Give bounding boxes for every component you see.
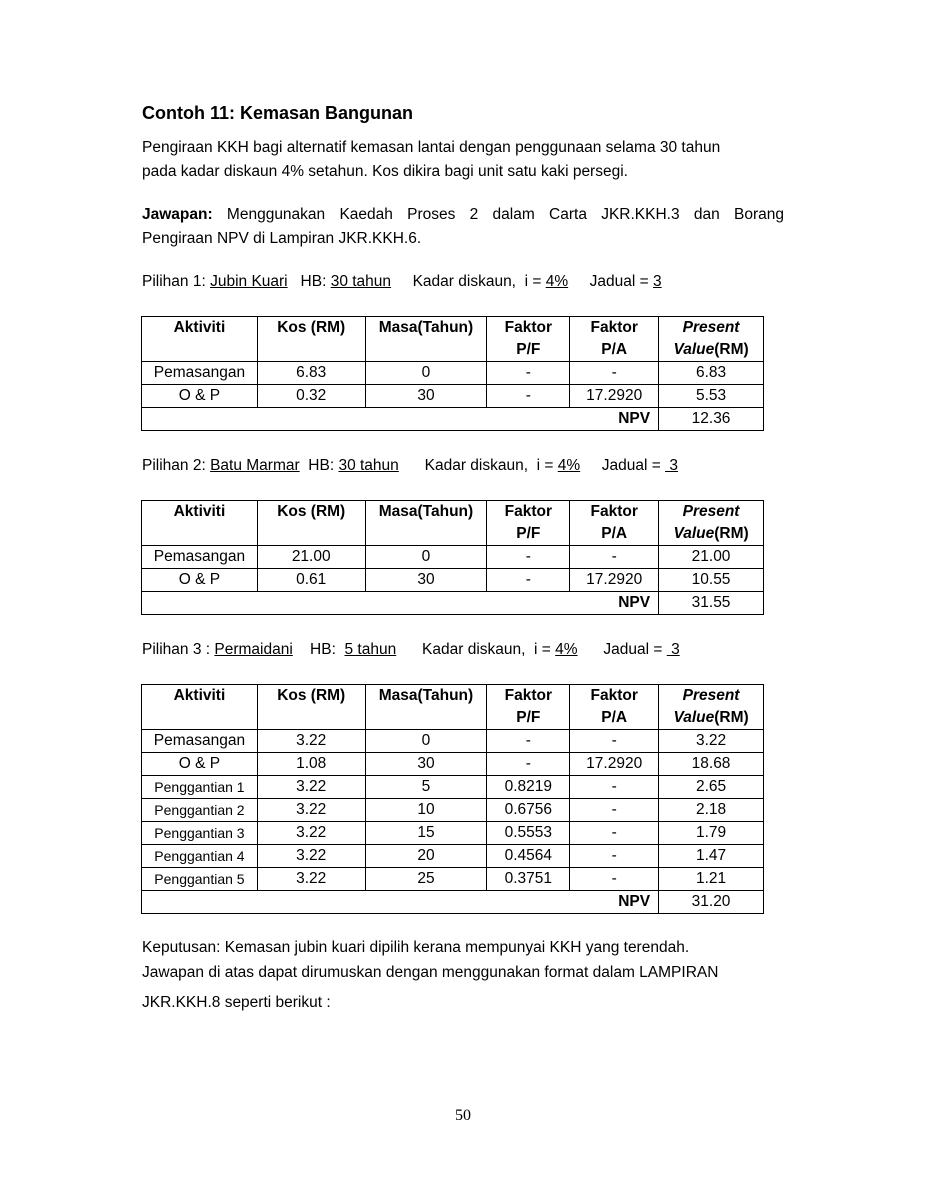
header-faktor-pf: Faktor P/F [487,317,570,362]
option-2-table [141,500,764,615]
header-masa: Masa(Tahun) [365,685,487,730]
option-1-rate-label: Kadar diskaun, i = [412,273,546,290]
cell-masa: 10 [365,799,487,822]
cell-pv: 2.18 [659,799,764,822]
table-row [142,845,764,868]
npv-value: 12.36 [659,408,764,431]
cell-pv: 6.83 [659,362,764,385]
option-2-jadual-label: Jadual = [601,457,666,474]
cell-kos: 0.32 [257,385,365,408]
cell-kos: 6.83 [257,362,365,385]
table-row [142,385,764,408]
header-kos: Kos (RM) [257,501,365,546]
option-1-name: Jubin Kuari [210,273,288,290]
table-row [142,868,764,891]
npv-value: 31.20 [659,891,764,914]
cell-masa: 30 [365,753,487,776]
conclusion-line-2: Jawapan di atas dapat dirumuskan dengan menggunakan format dalam LAMPIRAN [142,964,719,981]
table-row [142,822,764,845]
npv-row [142,891,764,914]
option-1-prefix: Pilihan 1: [142,273,211,290]
cell-masa: 30 [365,569,487,592]
option-3-name: Permaidani [214,641,293,658]
cell-pv: 3.22 [659,730,764,753]
cell-pv: 18.68 [659,753,764,776]
cell-aktiviti: Pemasangan [142,362,258,385]
header-masa: Masa(Tahun) [365,317,487,362]
cell-aktiviti: O & P [142,753,258,776]
option-1-hb-label: HB: [300,273,331,290]
cell-pf: 0.6756 [487,799,570,822]
header-masa: Masa(Tahun) [365,501,487,546]
option-3-header [142,641,680,659]
header-present-value: Present Value(RM) [659,317,764,362]
cell-kos: 3.22 [257,845,365,868]
option-2-header [142,457,678,475]
option-3-jadual: 3 [666,641,680,658]
cell-pf: 0.8219 [487,776,570,799]
section-title: Contoh 11: Kemasan Bangunan [142,103,414,123]
header-aktiviti: Aktiviti [142,685,258,730]
cell-pv: 1.79 [659,822,764,845]
cell-aktiviti: O & P [142,569,258,592]
option-2-rate-label: Kadar diskaun, i = [424,457,558,474]
option-2-rate: 4% [557,457,581,474]
cell-pa: - [570,799,659,822]
option-1-table [141,316,764,431]
cell-aktiviti: Pemasangan [142,730,258,753]
table-row [142,362,764,385]
header-faktor-pa: Faktor P/A [570,685,659,730]
cell-kos: 0.61 [257,569,365,592]
table-row [142,730,764,753]
header-faktor-pf: Faktor P/F [487,501,570,546]
option-3-table [141,684,764,914]
answer-paragraph [142,203,784,251]
cell-pv: 10.55 [659,569,764,592]
cell-masa: 20 [365,845,487,868]
cell-masa: 5 [365,776,487,799]
cell-pa: - [570,776,659,799]
option-3-prefix: Pilihan 3 : [142,641,215,658]
intro-line-1: Pengiraan KKH bagi alternatif kemasan lantai dengan penggunaan selama 30 tahun [142,139,721,156]
npv-value: 31.55 [659,592,764,615]
option-2-hb: 30 tahun [338,457,399,474]
cell-pf: 0.4564 [487,845,570,868]
option-3-rate-label: Kadar diskaun, i = [422,641,556,658]
option-2-name: Batu Marmar [210,457,300,474]
table-row [142,799,764,822]
option-3-jadual-label: Jadual = [603,641,667,658]
cell-pa: 17.2920 [570,385,659,408]
table-row [142,776,764,799]
cell-aktiviti: Penggantian 2 [142,799,258,822]
cell-pf: - [487,546,570,569]
cell-pf: - [487,569,570,592]
npv-row [142,408,764,431]
cell-pf: 0.3751 [487,868,570,891]
cell-kos: 3.22 [257,868,365,891]
header-present-value: Present Value(RM) [659,685,764,730]
header-faktor-pa: Faktor P/A [570,317,659,362]
cell-pa: - [570,868,659,891]
cell-pv: 2.65 [659,776,764,799]
cell-aktiviti: Penggantian 3 [142,822,258,845]
cell-pa: - [570,845,659,868]
npv-label: NPV [142,891,659,914]
cell-masa: 15 [365,822,487,845]
cell-masa: 30 [365,385,487,408]
option-3-hb-label: HB: [310,641,345,658]
cell-aktiviti: Penggantian 1 [142,776,258,799]
cell-kos: 21.00 [257,546,365,569]
cell-pa: - [570,822,659,845]
cell-aktiviti: Penggantian 4 [142,845,258,868]
option-2-prefix: Pilihan 2: [142,457,211,474]
header-faktor-pa: Faktor P/A [570,501,659,546]
table-header-row [142,501,764,546]
cell-pa: - [570,362,659,385]
option-1-rate: 4% [545,273,569,290]
cell-pf: - [487,385,570,408]
cell-kos: 3.22 [257,799,365,822]
cell-pf: - [487,753,570,776]
option-2-jadual: 3 [665,457,678,474]
conclusion-line-1: Keputusan: Kemasan jubin kuari dipilih kerana mempunyai KKH yang terendah. [142,939,690,956]
answer-line-2: Pengiraan NPV di Lampiran JKR.KKH.6. [142,230,422,247]
table-header-row [142,685,764,730]
cell-pa: - [570,546,659,569]
option-1-jadual: 3 [653,273,662,290]
header-aktiviti: Aktiviti [142,317,258,362]
table-row [142,546,764,569]
header-kos: Kos (RM) [257,685,365,730]
cell-masa: 0 [365,362,487,385]
answer-label: Jawapan: [142,206,213,223]
cell-masa: 0 [365,546,487,569]
conclusion-paragraph [142,935,802,1015]
header-kos: Kos (RM) [257,317,365,362]
option-3-rate: 4% [555,641,578,658]
cell-aktiviti: O & P [142,385,258,408]
cell-pf: - [487,362,570,385]
option-1-jadual-label: Jadual = [589,273,654,290]
cell-pv: 21.00 [659,546,764,569]
cell-masa: 0 [365,730,487,753]
table-row [142,753,764,776]
header-present-value: Present Value(RM) [659,501,764,546]
npv-label: NPV [142,408,659,431]
cell-pa: 17.2920 [570,569,659,592]
intro-line-2: pada kadar diskaun 4% setahun. Kos dikira bagi unit satu kaki persegi. [142,163,628,180]
header-faktor-pf: Faktor P/F [487,685,570,730]
cell-kos: 1.08 [257,753,365,776]
npv-row [142,592,764,615]
cell-kos: 3.22 [257,776,365,799]
answer-line-1 [142,203,784,227]
cell-pv: 5.53 [659,385,764,408]
option-2-hb-label: HB: [308,457,339,474]
cell-pv: 1.47 [659,845,764,868]
cell-aktiviti: Penggantian 5 [142,868,258,891]
cell-aktiviti: Pemasangan [142,546,258,569]
page-number: 50 [455,1107,471,1124]
option-3-hb: 5 tahun [344,641,397,658]
cell-kos: 3.22 [257,822,365,845]
table-header-row [142,317,764,362]
table-row [142,569,764,592]
cell-kos: 3.22 [257,730,365,753]
cell-pa: - [570,730,659,753]
option-1-hb: 30 tahun [330,273,392,290]
option-1-header [142,273,662,291]
cell-masa: 25 [365,868,487,891]
cell-pv: 1.21 [659,868,764,891]
cell-pf: - [487,730,570,753]
cell-pa: 17.2920 [570,753,659,776]
cell-pf: 0.5553 [487,822,570,845]
intro-paragraph [142,136,784,184]
answer-line-1-text: Menggunakan Kaedah Proses 2 dalam Carta JKR.KKH.3 dan Borang [226,206,784,223]
npv-label: NPV [142,592,659,615]
header-aktiviti: Aktiviti [142,501,258,546]
conclusion-line-3: JKR.KKH.8 seperti berikut : [142,994,331,1011]
